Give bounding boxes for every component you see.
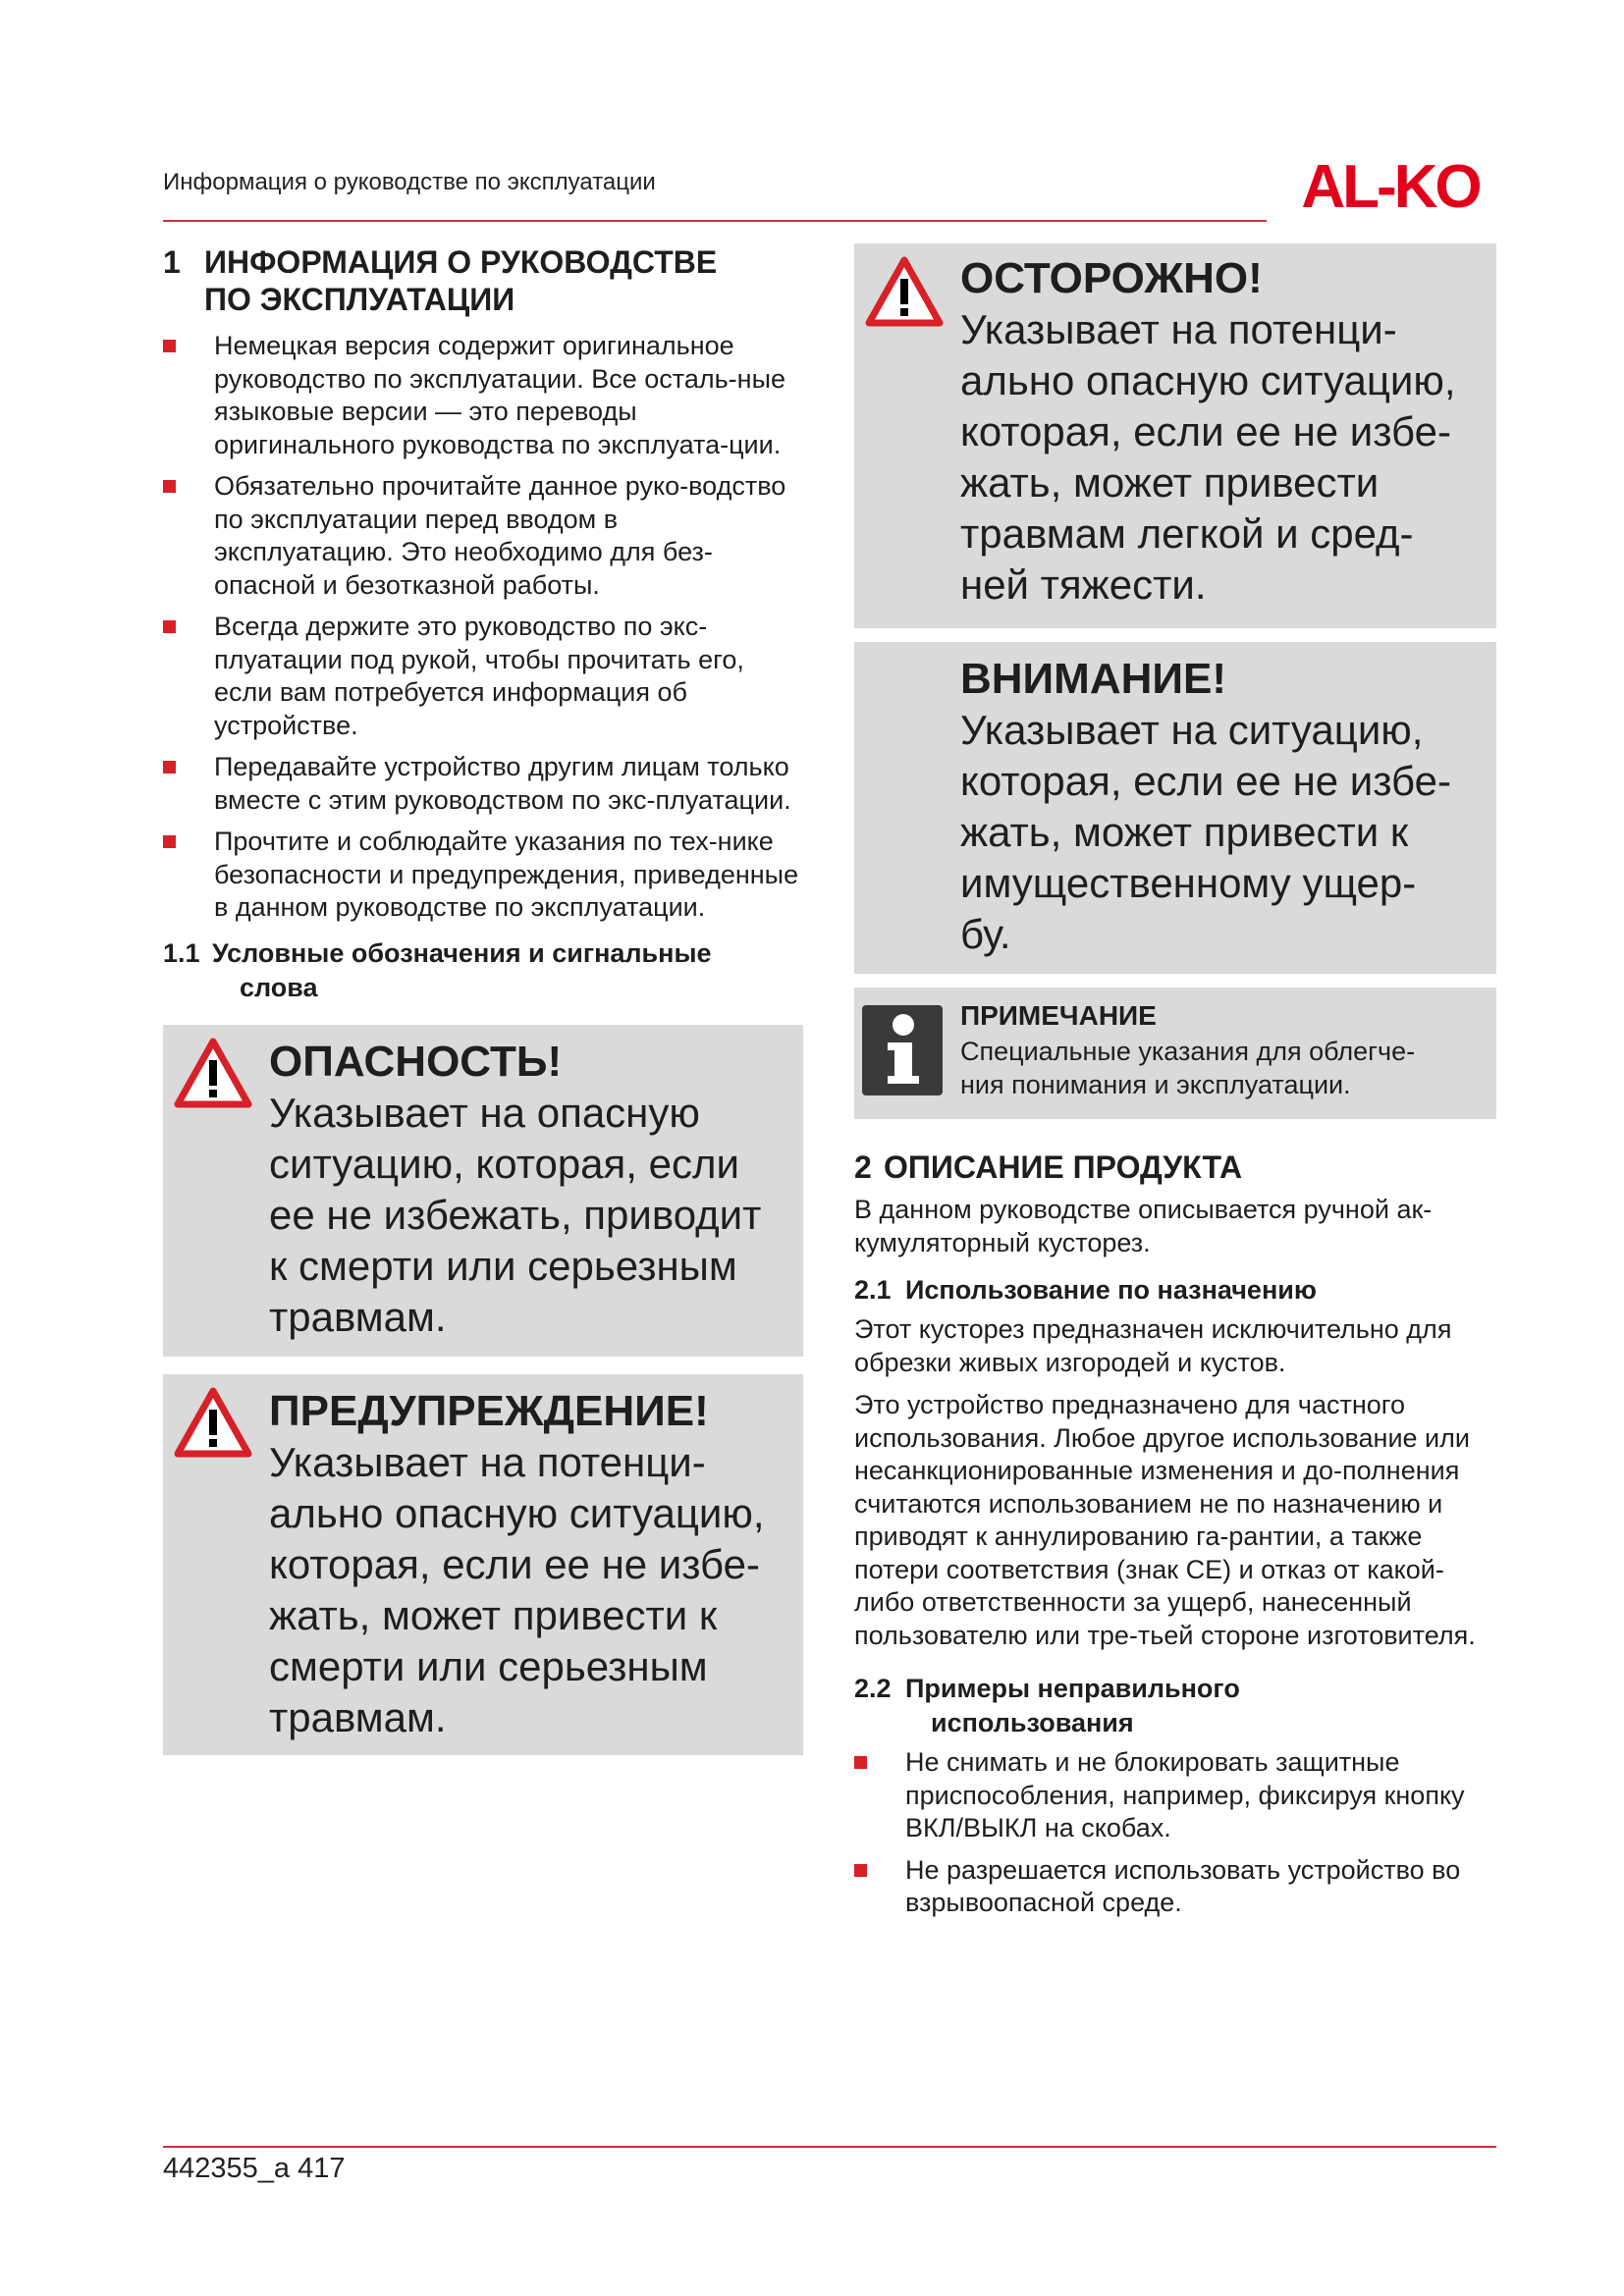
intended-use-paragraph-1: Этот кусторез предназначен исключительно для обрезки живых изгородей и кустов. bbox=[854, 1314, 1452, 1377]
left-column bbox=[163, 243, 803, 1755]
text-line: ально опасную ситуацию, bbox=[960, 357, 1456, 403]
warning-triangle-icon bbox=[864, 255, 945, 328]
info-icon bbox=[862, 1005, 943, 1095]
section-2-1-heading bbox=[854, 1273, 1496, 1308]
warning-triangle-icon bbox=[173, 1386, 253, 1459]
text-line: ситуацию, которая, если bbox=[269, 1140, 739, 1187]
section-title-line2: использования bbox=[931, 1708, 1134, 1737]
section-number: 2.2 bbox=[854, 1674, 892, 1703]
section-number: 2 bbox=[854, 1149, 872, 1185]
svg-text:AL-KO: AL-KO bbox=[1301, 153, 1480, 219]
section-number: 1.1 bbox=[163, 937, 200, 968]
warning-triangle-icon bbox=[173, 1037, 253, 1109]
footer-rule bbox=[163, 2146, 1496, 2148]
danger-box bbox=[163, 1025, 803, 1357]
footer-doc-number: 442355_a 417 bbox=[163, 2153, 346, 2184]
warning-box bbox=[163, 1374, 803, 1755]
note-box bbox=[854, 988, 1496, 1119]
text-line: которая, если ее не избе- bbox=[269, 1540, 760, 1587]
notice-box bbox=[854, 642, 1496, 974]
text-line: имущественному ущер- bbox=[960, 860, 1417, 906]
section-title-line1: Примеры неправильного bbox=[905, 1674, 1240, 1703]
signal-word-warning: ПРЕДУПРЕЖДЕНИЕ! bbox=[269, 1386, 709, 1435]
alko-logo bbox=[1284, 150, 1496, 219]
warning-description bbox=[269, 1437, 795, 1743]
running-header: Информация о руководстве по эксплуатации bbox=[163, 169, 656, 195]
text-line: жать, может привести bbox=[960, 459, 1380, 506]
intended-use-paragraph-2: Это устройство предназначено для частного использования. Любое другое использование или несанкционированные изменения и до-полнения считаются использованием не по назначению и приводят к аннулированию га-рантии, а также потери соответствия (знак CE) и отказ от какой-либо ответственности за ущерб, нанесенный пользователю или тре-тьей стороне изготовителя. bbox=[854, 1390, 1476, 1650]
list-item: Не снимать и не блокировать защитные приспособления, например, фиксируя кнопку ВКЛ/ВЫКЛ на скобах. bbox=[854, 1746, 1496, 1845]
caution-description bbox=[960, 304, 1489, 611]
danger-description bbox=[269, 1088, 795, 1343]
note-description bbox=[960, 1035, 1489, 1101]
text-line: Указывает на потенци- bbox=[960, 306, 1397, 352]
signal-word-caution: ОСТОРОЖНО! bbox=[960, 254, 1263, 302]
section-title: Использование по назначению bbox=[905, 1275, 1317, 1305]
text-line: которая, если ее не избе- bbox=[960, 758, 1451, 804]
signal-word-danger: ОПАСНОСТЬ! bbox=[269, 1037, 563, 1086]
section-title-line1: ИНФОРМАЦИЯ О РУКОВОДСТВЕ bbox=[204, 244, 718, 280]
notice-description bbox=[960, 705, 1489, 960]
text-line: ния понимания и эксплуатации. bbox=[960, 1070, 1351, 1099]
text-line: жать, может привести к bbox=[269, 1591, 718, 1638]
text-line: травмам. bbox=[269, 1293, 447, 1340]
text-line: жать, может привести к bbox=[960, 809, 1409, 855]
section-title-line2: слова bbox=[240, 972, 318, 1002]
signal-word-notice: ВНИМАНИЕ! bbox=[960, 655, 1227, 703]
right-column bbox=[854, 243, 1496, 1920]
info-bullet-list bbox=[163, 330, 803, 925]
signal-word-note: ПРИМЕЧАНИЕ bbox=[960, 1000, 1157, 1031]
product-intro: В данном руководстве описывается ручной ак-кумуляторный кусторез. bbox=[854, 1195, 1433, 1257]
misuse-bullet-list bbox=[854, 1746, 1496, 1920]
section-title-line2: ПО ЭКСПЛУАТАЦИИ bbox=[204, 282, 515, 317]
text-line: к смерти или серьезным bbox=[269, 1242, 737, 1289]
list-item: Обязательно прочитайте данное руко-водство по эксплуатации перед вводом в эксплуатацию. Это необходимо для без-опасной и безотказной работы. bbox=[163, 470, 803, 602]
text-line: Указывает на ситуацию, bbox=[960, 707, 1424, 753]
text-line: ально опасную ситуацию, bbox=[269, 1489, 765, 1536]
list-item: Немецкая версия содержит оригинальное руководство по эксплуатации. Все осталь-ные языковые версии — это переводы оригинального руководства по эксплуата-ции. bbox=[163, 330, 803, 461]
text-line: Указывает на потенци- bbox=[269, 1438, 706, 1485]
text-line: Специальные указания для облегче- bbox=[960, 1037, 1416, 1066]
section-title-line1: Условные обозначения и сигнальные bbox=[212, 937, 712, 968]
list-item: Передавайте устройство другим лицам только вместе с этим руководством по экс-плуатации. bbox=[163, 751, 803, 817]
header-rule bbox=[163, 220, 1267, 222]
section-1-1-heading bbox=[163, 936, 803, 1005]
list-item: Всегда держите это руководство по экс-плуатации под рукой, чтобы прочитать его, если вам потребуется информация об устройстве. bbox=[163, 611, 803, 742]
list-item: Не разрешается использовать устройство во взрывоопасной среде. bbox=[854, 1854, 1496, 1920]
section-number: 1 bbox=[163, 244, 181, 280]
section-2-2-heading bbox=[854, 1672, 1496, 1740]
list-item: Прочтите и соблюдайте указания по тех-нике безопасности и предупреждения, приведенные в данном руководстве по эксплуатации. bbox=[163, 826, 803, 925]
text-line: ней тяжести. bbox=[960, 561, 1207, 608]
section-number: 2.1 bbox=[854, 1275, 892, 1305]
text-line: травмам легкой и сред- bbox=[960, 510, 1414, 557]
text-line: травмам. bbox=[269, 1693, 447, 1740]
text-line: ее не избежать, приводит bbox=[269, 1191, 762, 1238]
section-1-heading bbox=[163, 243, 803, 318]
caution-box bbox=[854, 243, 1496, 628]
text-line: бу. bbox=[960, 911, 1011, 957]
text-line: Указывает на опасную bbox=[269, 1089, 700, 1136]
text-line: которая, если ее не избе- bbox=[960, 408, 1451, 454]
section-2-heading bbox=[854, 1148, 1496, 1186]
text-line: смерти или серьезным bbox=[269, 1642, 708, 1689]
section-title: ОПИСАНИЕ ПРОДУКТА bbox=[884, 1149, 1243, 1185]
